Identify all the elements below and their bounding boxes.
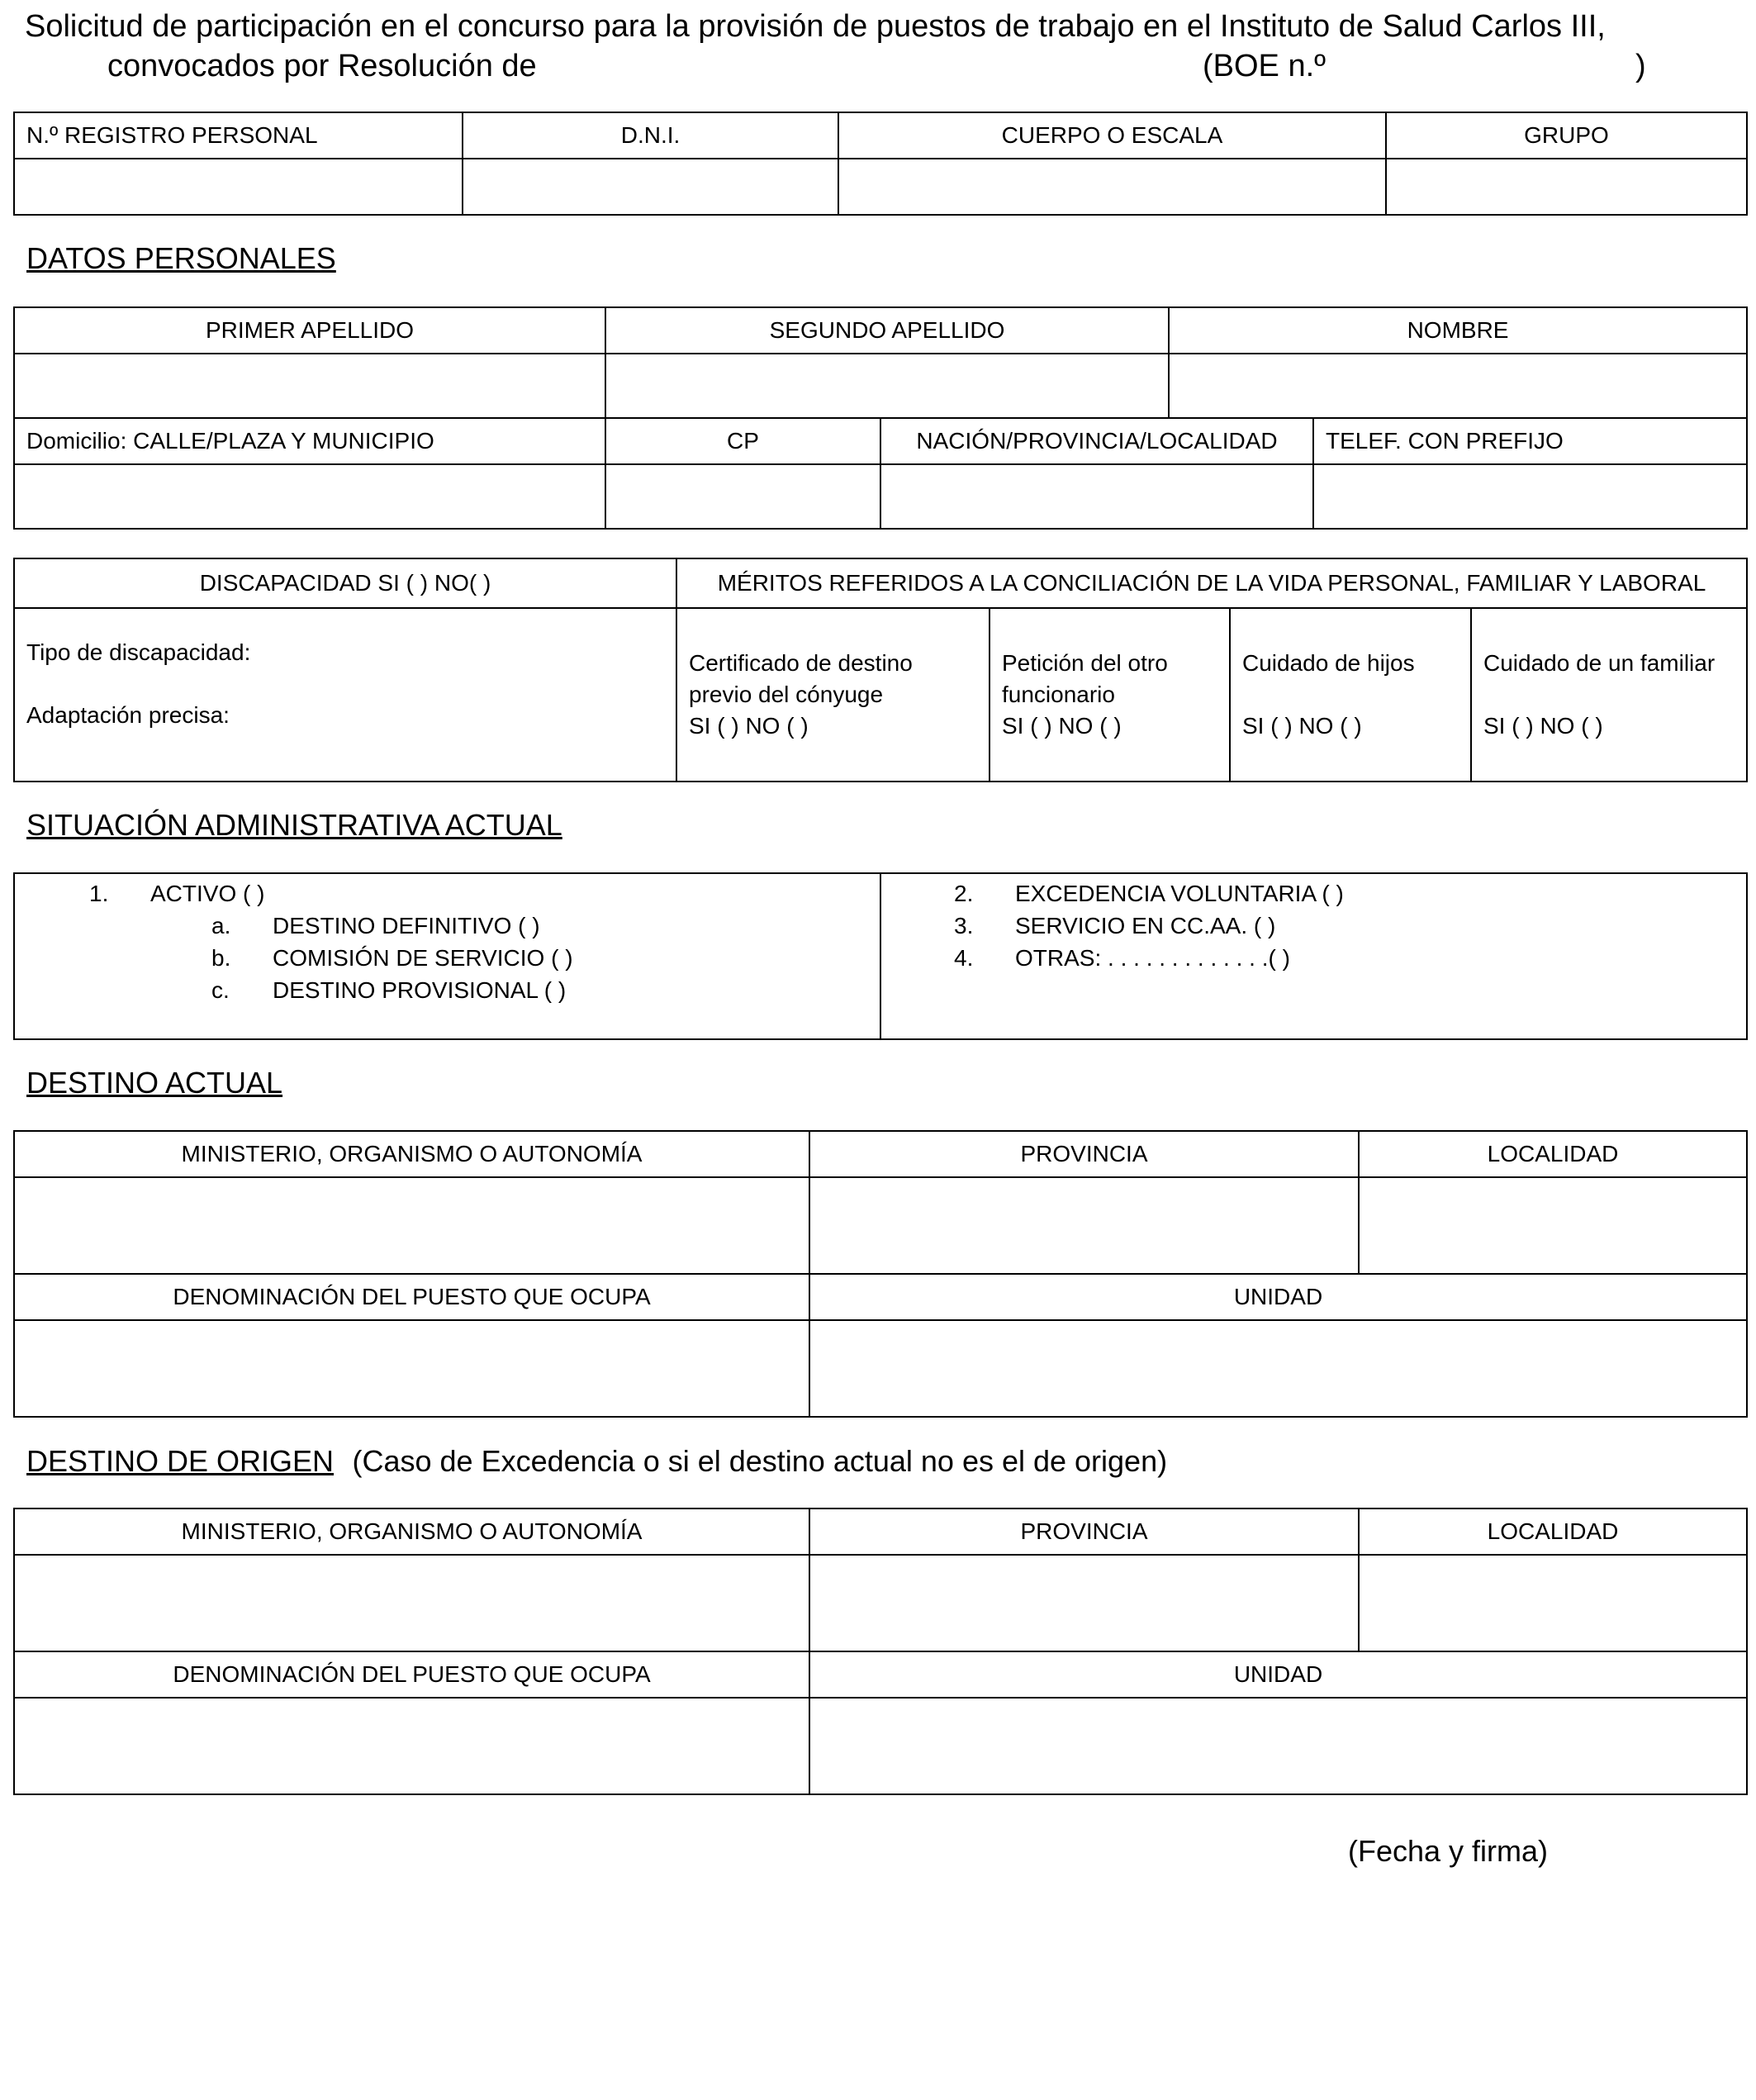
situacion-servicio-ccaa[interactable] bbox=[954, 910, 1746, 942]
tipo-discapacidad-label: Tipo de discapacidad: bbox=[26, 639, 251, 665]
list-label: ACTIVO ( ) bbox=[150, 881, 265, 906]
situacion-excedencia[interactable] bbox=[954, 877, 1746, 910]
merito-label-line2: funcionario bbox=[1002, 682, 1115, 707]
datos-personales-table bbox=[13, 306, 1748, 530]
merito-label-line1: Petición del otro bbox=[1002, 650, 1168, 676]
list-number: 2. bbox=[954, 881, 974, 906]
merito-label-line1: Cuidado de un familiar bbox=[1483, 650, 1716, 676]
meritos-header: MÉRITOS REFERIDOS A LA CONCILIACIÓN DE LA VIDA PERSONAL, FAMILIAR Y LABORAL bbox=[676, 558, 1747, 608]
destino-actual-heading: DESTINO ACTUAL bbox=[26, 1066, 283, 1100]
dni-field[interactable] bbox=[463, 159, 838, 215]
segundo-apellido-field[interactable] bbox=[605, 354, 1169, 418]
list-label: OTRAS: . . . . . . . . . . . . .( ) bbox=[1015, 945, 1290, 971]
list-letter: a. bbox=[211, 913, 231, 938]
ministerio-field[interactable] bbox=[14, 1555, 809, 1651]
nombre-header: NOMBRE bbox=[1169, 307, 1747, 354]
list-number: 4. bbox=[954, 945, 974, 971]
merito-label-line1: Certificado de destino bbox=[689, 650, 913, 676]
nombre-field[interactable] bbox=[1169, 354, 1747, 418]
denominacion-puesto-field[interactable] bbox=[14, 1698, 809, 1794]
situacion-otras[interactable] bbox=[954, 942, 1746, 974]
merito-si-no: SI ( ) NO ( ) bbox=[1002, 713, 1122, 739]
localidad-header: LOCALIDAD bbox=[1359, 1508, 1747, 1555]
primer-apellido-field[interactable] bbox=[14, 354, 605, 418]
denominacion-puesto-header: DENOMINACIÓN DEL PUESTO QUE OCUPA bbox=[14, 1651, 809, 1698]
fecha-firma-label: (Fecha y firma) bbox=[1348, 1834, 1549, 1868]
primer-apellido-header: PRIMER APELLIDO bbox=[14, 307, 605, 354]
datos-personales-heading: DATOS PERSONALES bbox=[26, 241, 336, 275]
situacion-left-cell bbox=[14, 873, 880, 1039]
col-cuerpo-escala: CUERPO O ESCALA bbox=[838, 112, 1386, 159]
col-grupo: GRUPO bbox=[1386, 112, 1747, 159]
situacion-destino-definitivo[interactable] bbox=[89, 910, 880, 942]
localidad-field[interactable] bbox=[1359, 1177, 1747, 1274]
destino-origen-heading-row bbox=[26, 1444, 1167, 1479]
provincia-header: PROVINCIA bbox=[809, 1508, 1359, 1555]
telefono-field[interactable] bbox=[1313, 464, 1747, 529]
ministerio-field[interactable] bbox=[14, 1177, 809, 1274]
title-boe-close: ) bbox=[1635, 49, 1646, 83]
merito-si-no: SI ( ) NO ( ) bbox=[1483, 713, 1603, 739]
list-label: DESTINO PROVISIONAL ( ) bbox=[273, 977, 567, 1003]
nacion-provincia-header: NACIÓN/PROVINCIA/LOCALIDAD bbox=[880, 418, 1313, 464]
unidad-field[interactable] bbox=[809, 1698, 1747, 1794]
merito-peticion-funcionario[interactable] bbox=[990, 608, 1230, 782]
domicilio-header: Domicilio: CALLE/PLAZA Y MUNICIPIO bbox=[14, 418, 605, 464]
provincia-field[interactable] bbox=[809, 1555, 1359, 1651]
domicilio-field[interactable] bbox=[14, 464, 605, 529]
provincia-field[interactable] bbox=[809, 1177, 1359, 1274]
list-label: EXCEDENCIA VOLUNTARIA ( ) bbox=[1015, 881, 1344, 906]
list-number: 3. bbox=[954, 913, 974, 938]
provincia-header: PROVINCIA bbox=[809, 1131, 1359, 1177]
cp-field[interactable] bbox=[605, 464, 880, 529]
merito-cuidado-hijos[interactable] bbox=[1230, 608, 1471, 782]
denominacion-puesto-header: DENOMINACIÓN DEL PUESTO QUE OCUPA bbox=[14, 1274, 809, 1320]
merito-certificado-conyuge[interactable] bbox=[676, 608, 990, 782]
merito-si-no: SI ( ) NO ( ) bbox=[689, 713, 809, 739]
ministerio-header: MINISTERIO, ORGANISMO O AUTONOMÍA bbox=[14, 1508, 809, 1555]
title-line-1: Solicitud de participación en el concurso para la provisión de puestos de trabajo en el Instituto de Salud Carlos III, bbox=[25, 9, 1606, 44]
list-label: DESTINO DEFINITIVO ( ) bbox=[273, 913, 540, 938]
registro-personal-field[interactable] bbox=[14, 159, 463, 215]
adaptacion-precisa-label: Adaptación precisa: bbox=[26, 702, 230, 728]
situacion-right-cell bbox=[880, 873, 1747, 1039]
telefono-header: TELEF. CON PREFIJO bbox=[1313, 418, 1747, 464]
destino-origen-table bbox=[13, 1508, 1748, 1795]
ministerio-header: MINISTERIO, ORGANISMO O AUTONOMÍA bbox=[14, 1131, 809, 1177]
unidad-field[interactable] bbox=[809, 1320, 1747, 1417]
grupo-field[interactable] bbox=[1386, 159, 1747, 215]
merito-label-line2: previo del cónyuge bbox=[689, 682, 884, 707]
col-dni: D.N.I. bbox=[463, 112, 838, 159]
destino-origen-heading: DESTINO DE ORIGEN bbox=[26, 1444, 335, 1478]
merito-label-line2 bbox=[1483, 679, 1735, 710]
localidad-header: LOCALIDAD bbox=[1359, 1131, 1747, 1177]
destino-actual-table bbox=[13, 1130, 1748, 1418]
merito-label-line2 bbox=[1242, 679, 1459, 710]
situacion-activo[interactable] bbox=[89, 877, 880, 910]
list-letter: c. bbox=[211, 977, 230, 1003]
list-number: 1. bbox=[89, 881, 109, 906]
list-label: SERVICIO EN CC.AA. ( ) bbox=[1015, 913, 1276, 938]
cuerpo-escala-field[interactable] bbox=[838, 159, 1386, 215]
merito-cuidado-familiar[interactable] bbox=[1471, 608, 1747, 782]
localidad-field[interactable] bbox=[1359, 1555, 1747, 1651]
situacion-destino-provisional[interactable] bbox=[89, 974, 880, 1006]
situacion-table bbox=[13, 872, 1748, 1040]
situacion-heading: SITUACIÓN ADMINISTRATIVA ACTUAL bbox=[26, 808, 562, 842]
cp-header: CP bbox=[605, 418, 880, 464]
col-registro-personal: N.º REGISTRO PERSONAL bbox=[14, 112, 463, 159]
merito-label-line1: Cuidado de hijos bbox=[1242, 650, 1415, 676]
registro-table bbox=[13, 112, 1748, 216]
discapacidad-header: DISCAPACIDAD SI ( ) NO( ) bbox=[14, 558, 676, 608]
denominacion-puesto-field[interactable] bbox=[14, 1320, 809, 1417]
segundo-apellido-header: SEGUNDO APELLIDO bbox=[605, 307, 1169, 354]
title-boe-label: (BOE n.º bbox=[1203, 49, 1326, 83]
discapacidad-details[interactable] bbox=[14, 608, 676, 782]
situacion-comision-servicio[interactable] bbox=[89, 942, 880, 974]
unidad-header: UNIDAD bbox=[809, 1651, 1747, 1698]
list-label: COMISIÓN DE SERVICIO ( ) bbox=[273, 945, 573, 971]
title-line-2: convocados por Resolución de bbox=[107, 49, 537, 83]
nacion-provincia-field[interactable] bbox=[880, 464, 1313, 529]
list-letter: b. bbox=[211, 945, 231, 971]
discapacidad-meritos-table bbox=[13, 558, 1748, 782]
destino-origen-note: (Caso de Excedencia o si el destino actual no es el de origen) bbox=[352, 1444, 1168, 1478]
merito-si-no: SI ( ) NO ( ) bbox=[1242, 713, 1362, 739]
unidad-header: UNIDAD bbox=[809, 1274, 1747, 1320]
